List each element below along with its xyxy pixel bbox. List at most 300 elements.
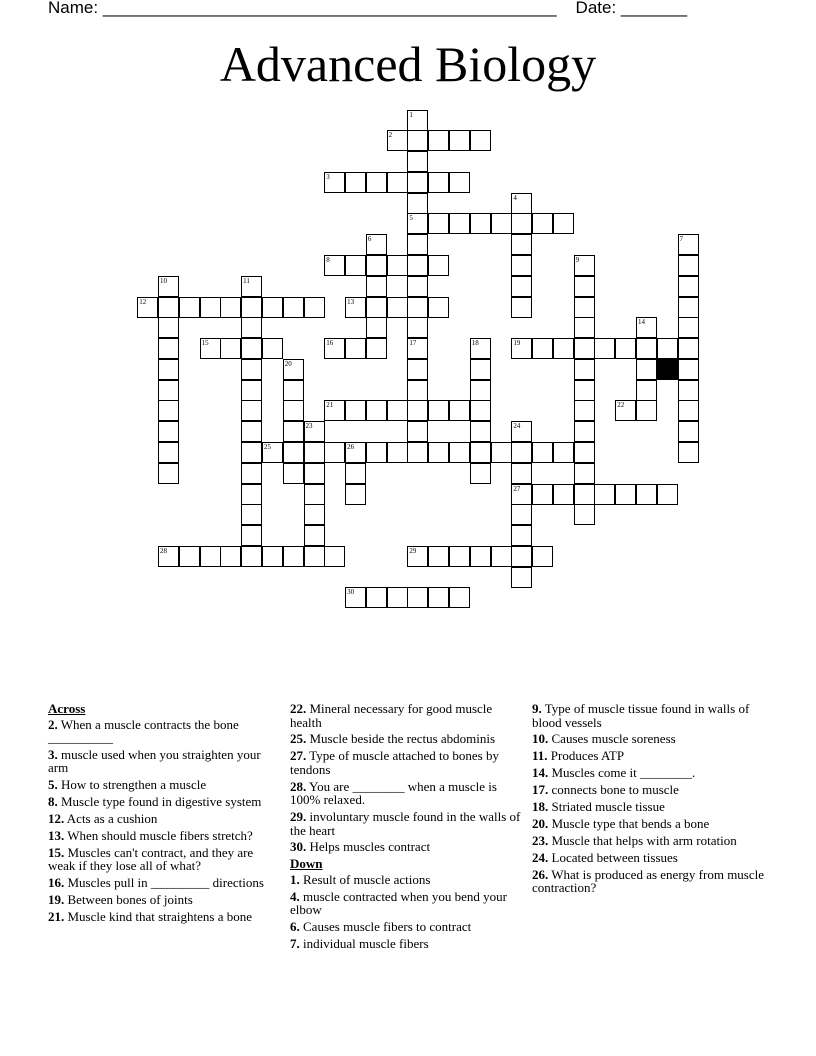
crossword-cell[interactable] (387, 130, 408, 151)
crossword-cell[interactable] (407, 297, 428, 318)
crossword-cell[interactable] (449, 130, 470, 151)
clue-item-number: 15. (48, 844, 65, 860)
crossword-cell[interactable] (241, 297, 262, 318)
crossword-cell[interactable] (574, 359, 595, 380)
clue-number: 9 (575, 255, 580, 264)
crossword-cell[interactable] (449, 546, 470, 567)
clue-column-1 (48, 702, 280, 927)
crossword-cell[interactable] (574, 484, 595, 505)
crossword-cell[interactable] (407, 380, 428, 401)
crossword-cell[interactable] (262, 442, 283, 463)
clue-item-number: 4. (290, 888, 300, 904)
crossword-cell[interactable] (428, 213, 449, 234)
crossword-cell[interactable] (511, 213, 532, 234)
crossword-cell[interactable] (324, 442, 345, 463)
crossword-cell[interactable] (407, 213, 428, 234)
clue-item (532, 783, 764, 797)
clue-number: 19 (513, 339, 521, 348)
crossword-cell[interactable] (470, 213, 491, 234)
clue-item (290, 749, 522, 776)
clue-item-text: Muscle that helps with arm rotation (548, 832, 737, 848)
crossword-cell[interactable] (200, 297, 221, 318)
crossword-cell[interactable] (678, 421, 699, 442)
crossword-cell[interactable] (470, 359, 491, 380)
crossword-cell[interactable] (532, 442, 553, 463)
crossword-cell[interactable] (241, 380, 262, 401)
crossword-cell[interactable] (491, 213, 512, 234)
crossword-cell[interactable] (366, 234, 387, 255)
crossword-cell[interactable] (366, 172, 387, 193)
crossword-cell[interactable] (283, 380, 304, 401)
clue-item (48, 893, 280, 907)
crossword-cell[interactable] (532, 484, 553, 505)
crossword-cell[interactable] (470, 546, 491, 567)
clue-item-text: Result of muscle actions (299, 871, 431, 887)
crossword-cell[interactable] (304, 463, 325, 484)
crossword-cell[interactable] (366, 442, 387, 463)
crossword-cell[interactable] (158, 442, 179, 463)
crossword-cell[interactable] (324, 338, 345, 359)
crossword-cell[interactable] (158, 359, 179, 380)
clue-item-number: 19. (48, 892, 65, 908)
clue-number: 5 (409, 214, 413, 223)
clue-number: 26 (347, 442, 355, 451)
crossword-cell[interactable] (511, 276, 532, 297)
clue-item-number: 30. (290, 839, 307, 855)
crossword-cell[interactable] (304, 297, 325, 318)
clue-item (290, 702, 522, 729)
clue-item-number: 17. (532, 782, 549, 798)
crossword-cell[interactable] (428, 546, 449, 567)
clue-item-text: connects bone to muscle (548, 782, 679, 798)
crossword-cell[interactable] (553, 442, 574, 463)
crossword-cell[interactable] (678, 442, 699, 463)
crossword-cell[interactable] (574, 380, 595, 401)
name-label: Name: (48, 0, 99, 17)
crossword-cell[interactable] (574, 338, 595, 359)
clue-number: 6 (367, 235, 372, 244)
crossword-cell[interactable] (345, 484, 366, 505)
crossword-cell[interactable] (407, 234, 428, 255)
crossword-cell[interactable] (158, 276, 179, 297)
crossword-cell[interactable] (511, 234, 532, 255)
clue-item (532, 702, 764, 729)
crossword-cell[interactable] (574, 276, 595, 297)
crossword-cell[interactable] (636, 400, 657, 421)
clue-item-text: Type of muscle attached to bones by tendons (290, 748, 499, 777)
clue-number: 17 (409, 339, 417, 348)
crossword-block (657, 359, 678, 380)
crossword-cell[interactable] (407, 400, 428, 421)
crossword-cell[interactable] (366, 587, 387, 608)
crossword-cell[interactable] (615, 484, 636, 505)
clue-item (48, 795, 280, 809)
clue-item (48, 778, 280, 792)
crossword-cell[interactable] (158, 546, 179, 567)
crossword-cell[interactable] (636, 359, 657, 380)
clue-item (48, 718, 280, 745)
crossword-cell[interactable] (678, 359, 699, 380)
crossword-cell[interactable] (387, 587, 408, 608)
crossword-cell[interactable] (345, 172, 366, 193)
crossword-cell[interactable] (678, 297, 699, 318)
crossword-cell[interactable] (366, 400, 387, 421)
clue-item-number: 12. (48, 811, 65, 827)
crossword-cell[interactable] (324, 172, 345, 193)
crossword-cell[interactable] (428, 587, 449, 608)
clue-item-text: muscle used when you straighten your arm (48, 746, 261, 776)
crossword-cell[interactable] (387, 442, 408, 463)
clue-item-text: When should muscle fibers stretch? (64, 827, 253, 843)
crossword-cell[interactable] (366, 297, 387, 318)
crossword-cell[interactable] (678, 276, 699, 297)
crossword-cell[interactable] (449, 587, 470, 608)
crossword-cell[interactable] (532, 546, 553, 567)
crossword-cell[interactable] (137, 297, 158, 318)
crossword-cell[interactable] (428, 442, 449, 463)
crossword-cell[interactable] (428, 172, 449, 193)
clue-item (290, 937, 522, 951)
crossword-cell[interactable] (366, 276, 387, 297)
clue-item-text: Causes muscle soreness (548, 731, 676, 747)
crossword-cell[interactable] (678, 338, 699, 359)
crossword-cell[interactable] (241, 276, 262, 297)
crossword-cell[interactable] (407, 193, 428, 214)
crossword-cell[interactable] (324, 400, 345, 421)
clue-number: 25 (263, 442, 271, 451)
crossword-cell[interactable] (407, 172, 428, 193)
crossword-cell[interactable] (407, 110, 428, 131)
crossword-cell[interactable] (574, 400, 595, 421)
clue-item-number: 18. (532, 798, 549, 814)
clue-item-text: Muscle type found in digestive system (57, 794, 262, 810)
crossword-cell[interactable] (324, 546, 345, 567)
crossword-cell[interactable] (574, 442, 595, 463)
clue-item-text: Muscle beside the rectus abdominis (306, 731, 496, 747)
clue-item-number: 24. (532, 849, 549, 865)
crossword-cell[interactable] (574, 255, 595, 276)
clue-item-number: 6. (290, 919, 300, 935)
crossword-cell[interactable] (470, 463, 491, 484)
clue-item (48, 812, 280, 826)
crossword-cell[interactable] (407, 546, 428, 567)
crossword-cell[interactable] (407, 421, 428, 442)
crossword-cell[interactable] (511, 193, 532, 214)
crossword-cell[interactable] (304, 442, 325, 463)
crossword-cell[interactable] (407, 317, 428, 338)
clue-item-text: Muscles pull in _________ directions (64, 875, 264, 891)
crossword-cell[interactable] (574, 504, 595, 525)
crossword-cell[interactable] (262, 338, 283, 359)
clue-number: 18 (471, 339, 479, 348)
crossword-cell[interactable] (678, 255, 699, 276)
crossword-cell[interactable] (158, 338, 179, 359)
crossword-cell[interactable] (158, 317, 179, 338)
crossword-cell[interactable] (241, 504, 262, 525)
crossword-cell[interactable] (387, 255, 408, 276)
crossword-cell[interactable] (179, 297, 200, 318)
clue-item (532, 766, 764, 780)
clue-item-text: Between bones of joints (64, 892, 193, 908)
crossword-cell[interactable] (262, 297, 283, 318)
clue-item-number: 25. (290, 731, 307, 747)
crossword-cell[interactable] (470, 130, 491, 151)
crossword-cell[interactable] (532, 213, 553, 234)
clue-number: 23 (305, 422, 313, 431)
clue-item (290, 920, 522, 934)
clue-item-text: Causes muscle fibers to contract (299, 919, 472, 935)
crossword-cell[interactable] (511, 484, 532, 505)
crossword-cell[interactable] (304, 421, 325, 442)
clue-item (290, 780, 522, 807)
crossword-cell[interactable] (511, 442, 532, 463)
clue-number: 28 (160, 546, 168, 555)
crossword-cell[interactable] (615, 338, 636, 359)
clue-item (48, 846, 280, 873)
crossword-cell[interactable] (241, 546, 262, 567)
crossword-cell[interactable] (387, 400, 408, 421)
clue-item-text: Muscles come it ________. (548, 765, 696, 781)
crossword-cell[interactable] (511, 463, 532, 484)
crossword-cell[interactable] (283, 297, 304, 318)
crossword-cell[interactable] (200, 546, 221, 567)
crossword-cell[interactable] (158, 297, 179, 318)
crossword-cell[interactable] (407, 151, 428, 172)
crossword-cell[interactable] (574, 297, 595, 318)
crossword-cell[interactable] (678, 400, 699, 421)
clue-item-number: 27. (290, 748, 307, 764)
crossword-cell[interactable] (428, 255, 449, 276)
crossword-cell[interactable] (553, 484, 574, 505)
crossword-cell[interactable] (428, 130, 449, 151)
clue-number: 15 (201, 339, 209, 348)
clue-item (532, 868, 764, 895)
clue-item-text: Acts as a cushion (64, 811, 158, 827)
clue-item-text: You are ________ when a muscle is 100% relaxed. (290, 778, 497, 808)
clue-number: 2 (388, 131, 393, 140)
crossword-cell[interactable] (345, 297, 366, 318)
clue-item-number: 8. (48, 794, 58, 810)
crossword-cell[interactable] (345, 255, 366, 276)
crossword-cell[interactable] (387, 297, 408, 318)
clue-item-text: When a muscle contracts the bone __________ (48, 716, 239, 745)
crossword-cell[interactable] (511, 546, 532, 567)
clue-item (290, 732, 522, 746)
crossword-cell[interactable] (594, 484, 615, 505)
date-blank[interactable]: _______ (620, 0, 688, 17)
clue-column-3 (532, 702, 764, 898)
clue-number: 1 (409, 110, 413, 119)
crossword-cell[interactable] (345, 442, 366, 463)
crossword-cell[interactable] (470, 338, 491, 359)
clue-item-text: How to strengthen a muscle (57, 777, 207, 793)
crossword-cell[interactable] (220, 297, 241, 318)
crossword-cell[interactable] (594, 338, 615, 359)
crossword-cell[interactable] (449, 400, 470, 421)
clue-item (48, 829, 280, 843)
clue-item-text: Located between tissues (548, 849, 678, 865)
crossword-cell[interactable] (574, 421, 595, 442)
crossword-cell[interactable] (470, 380, 491, 401)
crossword-cell[interactable] (241, 421, 262, 442)
crossword-cell[interactable] (407, 442, 428, 463)
crossword-cell[interactable] (220, 546, 241, 567)
clue-item-text: muscle contracted when you bend your elbow (290, 888, 507, 918)
crossword-cell[interactable] (241, 317, 262, 338)
crossword-cell[interactable] (345, 338, 366, 359)
clue-item-number: 2. (48, 716, 58, 732)
crossword-cell[interactable] (304, 546, 325, 567)
crossword-cell[interactable] (366, 338, 387, 359)
clue-item-number: 1. (290, 871, 300, 887)
clue-column-2 (290, 702, 522, 954)
clue-item-text: Helps muscles contract (306, 839, 431, 855)
crossword-cell[interactable] (158, 421, 179, 442)
clue-item-text: Produces ATP (547, 748, 625, 764)
clue-number: 4 (513, 193, 517, 202)
crossword-cell[interactable] (636, 317, 657, 338)
crossword-cell[interactable] (574, 463, 595, 484)
crossword-cell[interactable] (241, 400, 262, 421)
crossword-cell[interactable] (158, 380, 179, 401)
down-heading: Down (290, 856, 323, 872)
crossword-cell[interactable] (241, 463, 262, 484)
crossword-cell[interactable] (179, 546, 200, 567)
crossword-cell[interactable] (345, 587, 366, 608)
clue-number: 10 (160, 276, 168, 285)
clue-item (532, 800, 764, 814)
crossword-cell[interactable] (428, 400, 449, 421)
crossword-cell[interactable] (283, 442, 304, 463)
clue-item (290, 873, 522, 887)
clue-item (532, 851, 764, 865)
crossword-cell[interactable] (553, 213, 574, 234)
clue-item (290, 810, 522, 837)
clue-item (532, 817, 764, 831)
crossword-cell[interactable] (511, 297, 532, 318)
crossword-cell[interactable] (511, 255, 532, 276)
crossword-cell[interactable] (283, 359, 304, 380)
crossword-cell[interactable] (470, 442, 491, 463)
crossword-cell[interactable] (158, 400, 179, 421)
crossword-cell[interactable] (615, 400, 636, 421)
clue-item-number: 9. (532, 701, 542, 716)
clue-number: 22 (617, 401, 625, 410)
crossword-cell[interactable] (678, 234, 699, 255)
clue-item-number: 20. (532, 815, 549, 831)
crossword-cell[interactable] (324, 255, 345, 276)
crossword-cell[interactable] (283, 463, 304, 484)
crossword-cell[interactable] (283, 400, 304, 421)
crossword-cell[interactable] (553, 338, 574, 359)
crossword-cell[interactable] (657, 484, 678, 505)
clue-item (532, 749, 764, 763)
crossword-cell[interactable] (511, 421, 532, 442)
crossword-cell[interactable] (491, 442, 512, 463)
crossword-cell[interactable] (470, 421, 491, 442)
clue-item-number: 23. (532, 832, 549, 848)
clue-item-number: 26. (532, 866, 549, 882)
clue-number: 14 (638, 318, 645, 327)
crossword-cell[interactable] (407, 276, 428, 297)
crossword-cell[interactable] (491, 546, 512, 567)
crossword-cell[interactable] (407, 255, 428, 276)
clue-number: 29 (409, 546, 417, 555)
crossword-cell[interactable] (574, 317, 595, 338)
clue-item-number: 21. (48, 909, 65, 925)
crossword-cell[interactable] (200, 338, 221, 359)
crossword-cell[interactable] (283, 421, 304, 442)
crossword-cell[interactable] (241, 359, 262, 380)
clue-item (48, 748, 280, 775)
clue-item-text: individual muscle fibers (299, 936, 429, 952)
crossword-cell[interactable] (366, 255, 387, 276)
name-blank[interactable]: ________________________________________________ (102, 0, 557, 17)
crossword-cell[interactable] (636, 380, 657, 401)
clue-item-number: 13. (48, 827, 65, 843)
crossword-cell[interactable] (636, 484, 657, 505)
crossword-cell[interactable] (407, 130, 428, 151)
crossword-cell[interactable] (532, 338, 553, 359)
crossword-cell[interactable] (407, 359, 428, 380)
crossword-cell[interactable] (657, 338, 678, 359)
clue-number: 24 (513, 422, 521, 431)
crossword-cell[interactable] (407, 338, 428, 359)
crossword-cell[interactable] (304, 504, 325, 525)
crossword-cell[interactable] (345, 463, 366, 484)
crossword-cell[interactable] (470, 400, 491, 421)
clue-number: 21 (326, 401, 334, 410)
crossword-cell[interactable] (241, 338, 262, 359)
clue-number: 20 (284, 359, 292, 368)
crossword-cell[interactable] (304, 525, 325, 546)
crossword-cell[interactable] (241, 442, 262, 463)
crossword-cell[interactable] (449, 172, 470, 193)
crossword-cell[interactable] (449, 213, 470, 234)
crossword-cell[interactable] (636, 338, 657, 359)
clue-item-text: Muscle type that bends a bone (548, 815, 710, 831)
clue-number: 12 (139, 297, 147, 306)
crossword-cell[interactable] (678, 317, 699, 338)
crossword-cell[interactable] (511, 504, 532, 525)
clue-number: 27 (513, 484, 521, 493)
crossword-cell[interactable] (387, 172, 408, 193)
clue-number: 8 (326, 255, 330, 264)
crossword-cell[interactable] (511, 525, 532, 546)
crossword-cell[interactable] (241, 484, 262, 505)
crossword-cell[interactable] (511, 338, 532, 359)
crossword-cell[interactable] (407, 587, 428, 608)
crossword-cell[interactable] (262, 546, 283, 567)
crossword-cell[interactable] (283, 546, 304, 567)
crossword-cell[interactable] (678, 380, 699, 401)
crossword-cell[interactable] (241, 525, 262, 546)
clue-item-text: Muscle kind that straightens a bone (64, 909, 252, 925)
crossword-cell[interactable] (511, 567, 532, 588)
clue-item (48, 910, 280, 924)
across-heading: Across (48, 701, 86, 716)
crossword-cell[interactable] (449, 442, 470, 463)
crossword-cell[interactable] (304, 484, 325, 505)
crossword-cell[interactable] (345, 400, 366, 421)
crossword-cell[interactable] (158, 463, 179, 484)
crossword-cell[interactable] (428, 297, 449, 318)
crossword-cell[interactable] (366, 317, 387, 338)
clue-item-text: What is produced as energy from muscle contraction? (532, 866, 765, 896)
crossword-cell[interactable] (220, 338, 241, 359)
clue-item (532, 834, 764, 848)
clue-item-text: Mineral necessary for good muscle health (290, 701, 493, 730)
